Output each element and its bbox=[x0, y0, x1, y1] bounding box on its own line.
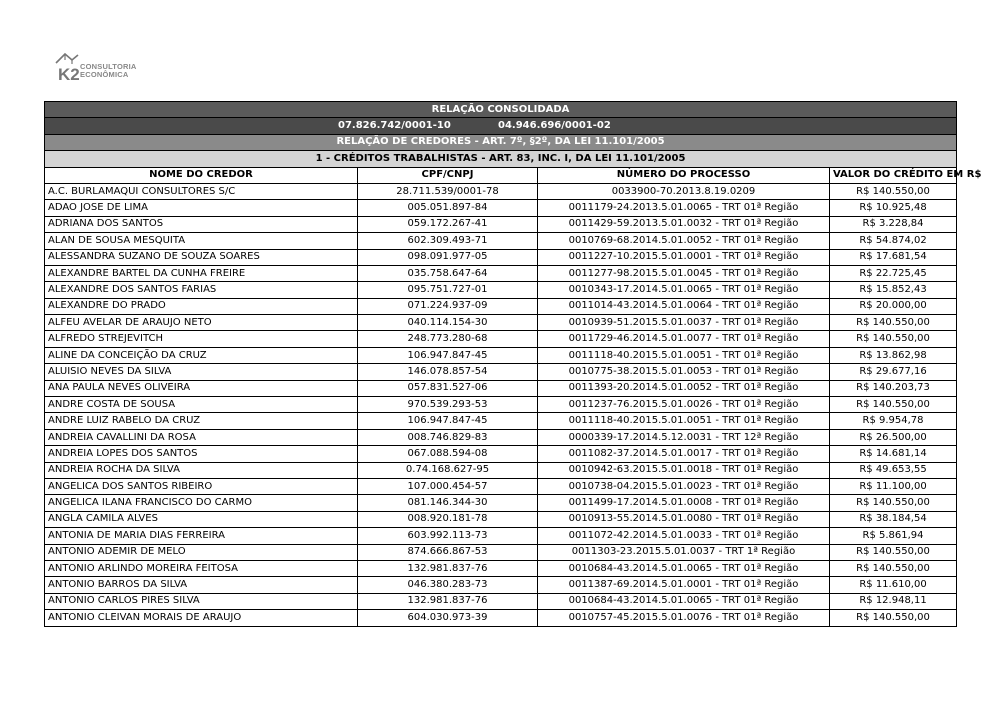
cpf-cnpj: 040.114.154-30 bbox=[358, 315, 538, 331]
cpf-cnpj: 603.992.113-73 bbox=[358, 528, 538, 544]
creditor-name: ALEXANDRE DO PRADO bbox=[45, 298, 358, 314]
process-number: 0000339-17.2014.5.12.0031 - TRT 12ª Região bbox=[538, 429, 830, 445]
credit-value: R$ 17.681,54 bbox=[830, 249, 957, 265]
creditor-name: ANDREIA CAVALLINI DA ROSA bbox=[45, 429, 358, 445]
process-number: 0033900-70.2013.8.19.0209 bbox=[538, 183, 830, 199]
process-number: 0011393-20.2014.5.01.0052 - TRT 01ª Região bbox=[538, 380, 830, 396]
process-number: 0011072-42.2014.5.01.0033 - TRT 01ª Região bbox=[538, 528, 830, 544]
creditor-name: ALEXANDRE BARTEL DA CUNHA FREIRE bbox=[45, 265, 358, 281]
table-row bbox=[45, 364, 957, 380]
table-row bbox=[45, 528, 957, 544]
creditor-name: ANGLA CAMILA ALVES bbox=[45, 511, 358, 527]
cpf-cnpj: 081.146.344-30 bbox=[358, 495, 538, 511]
cnpj-row bbox=[45, 118, 957, 134]
table-row bbox=[45, 495, 957, 511]
credit-value: R$ 54.874,02 bbox=[830, 233, 957, 249]
column-header-name: NOME DO CREDOR bbox=[45, 167, 358, 183]
cpf-cnpj: 057.831.527-06 bbox=[358, 380, 538, 396]
credit-value: R$ 15.852,43 bbox=[830, 282, 957, 298]
table-row bbox=[45, 315, 957, 331]
process-number: 0010942-63.2015.5.01.0018 - TRT 01ª Região bbox=[538, 462, 830, 478]
creditor-name: ADAO JOSE DE LIMA bbox=[45, 200, 358, 216]
cnpj-1: 07.826.742/0001-10 bbox=[338, 120, 451, 132]
credit-value: R$ 11.610,00 bbox=[830, 577, 957, 593]
creditor-name: A.C. BURLAMAQUI CONSULTORES S/C bbox=[45, 183, 358, 199]
process-number: 0010757-45.2015.5.01.0076 - TRT 01ª Região bbox=[538, 610, 830, 626]
cpf-cnpj: 035.758.647-64 bbox=[358, 265, 538, 281]
credit-value: R$ 20.000,00 bbox=[830, 298, 957, 314]
subtitle-row bbox=[45, 134, 957, 150]
cpf-cnpj: 248.773.280-68 bbox=[358, 331, 538, 347]
table-row bbox=[45, 298, 957, 314]
creditor-name: ALEXANDRE DOS SANTOS FARIAS bbox=[45, 282, 358, 298]
table-row bbox=[45, 216, 957, 232]
cpf-cnpj: 146.078.857-54 bbox=[358, 364, 538, 380]
cpf-cnpj: 132.981.837-76 bbox=[358, 560, 538, 576]
table-row bbox=[45, 511, 957, 527]
cnpj-2: 04.946.696/0001-02 bbox=[498, 120, 611, 132]
cpf-cnpj: 106.947.847-45 bbox=[358, 347, 538, 363]
table-row bbox=[45, 347, 957, 363]
creditor-name: ANTONIO ARLINDO MOREIRA FEITOSA bbox=[45, 560, 358, 576]
cpf-cnpj: 067.088.594-08 bbox=[358, 446, 538, 462]
table-row bbox=[45, 429, 957, 445]
creditor-name: ANDRE COSTA DE SOUSA bbox=[45, 397, 358, 413]
table-row bbox=[45, 560, 957, 576]
cpf-cnpj: 0.74.168.627-95 bbox=[358, 462, 538, 478]
table-row bbox=[45, 478, 957, 494]
credit-value: R$ 11.100,00 bbox=[830, 478, 957, 494]
logo-line-1: CONSULTORIA bbox=[80, 62, 137, 71]
process-number: 0011179-24.2013.5.01.0065 - TRT 01ª Região bbox=[538, 200, 830, 216]
table-row bbox=[45, 446, 957, 462]
table-row bbox=[45, 331, 957, 347]
cpf-cnpj: 874.666.867-53 bbox=[358, 544, 538, 560]
cpf-cnpj: 008.920.181-78 bbox=[358, 511, 538, 527]
table-row bbox=[45, 462, 957, 478]
table-row bbox=[45, 282, 957, 298]
cpf-cnpj: 28.711.539/0001-78 bbox=[358, 183, 538, 199]
table-subtitle: RELAÇÃO DE CREDORES - ART. 7º, §2º, DA LEI 11.101/2005 bbox=[45, 134, 957, 150]
process-number: 0010343-17.2014.5.01.0065 - TRT 01ª Região bbox=[538, 282, 830, 298]
creditor-name: ANTONIO CARLOS PIRES SILVA bbox=[45, 593, 358, 609]
credit-value: R$ 140.203,73 bbox=[830, 380, 957, 396]
creditor-name: ANTONIO ADEMIR DE MELO bbox=[45, 544, 358, 560]
cpf-cnpj: 046.380.283-73 bbox=[358, 577, 538, 593]
credit-value: R$ 5.861,94 bbox=[830, 528, 957, 544]
creditor-name: ADRIANA DOS SANTOS bbox=[45, 216, 358, 232]
logo-mark: K2 bbox=[58, 65, 80, 84]
column-header-cpf: CPF/CNPJ bbox=[358, 167, 538, 183]
cpf-cnpj: 132.981.837-76 bbox=[358, 593, 538, 609]
credit-value: R$ 49.653,55 bbox=[830, 462, 957, 478]
process-number: 0010775-38.2015.5.01.0053 - TRT 01ª Região bbox=[538, 364, 830, 380]
creditor-name: ALINE DA CONCEIÇÃO DA CRUZ bbox=[45, 347, 358, 363]
creditor-name: ANDREIA ROCHA DA SILVA bbox=[45, 462, 358, 478]
credit-category: 1 - CRÉDITOS TRABALHISTAS - ART. 83, INC. I, DA LEI 11.101/2005 bbox=[45, 151, 957, 167]
cpf-cnpj: 107.000.454-57 bbox=[358, 478, 538, 494]
process-number: 0011429-59.2013.5.01.0032 - TRT 01ª Região bbox=[538, 216, 830, 232]
process-number: 0011014-43.2014.5.01.0064 - TRT 01ª Região bbox=[538, 298, 830, 314]
process-number: 0011082-37.2014.5.01.0017 - TRT 01ª Região bbox=[538, 446, 830, 462]
table-row bbox=[45, 593, 957, 609]
credit-value: R$ 140.550,00 bbox=[830, 183, 957, 199]
creditor-name: ALESSANDRA SUZANO DE SOUZA SOARES bbox=[45, 249, 358, 265]
table-row bbox=[45, 544, 957, 560]
cpf-cnpj: 098.091.977-05 bbox=[358, 249, 538, 265]
process-number: 0010684-43.2014.5.01.0065 - TRT 01ª Região bbox=[538, 560, 830, 576]
process-number: 0010738-04.2015.5.01.0023 - TRT 01ª Região bbox=[538, 478, 830, 494]
credit-value: R$ 140.550,00 bbox=[830, 544, 957, 560]
process-number: 0010684-43.2014.5.01.0065 - TRT 01ª Região bbox=[538, 593, 830, 609]
cpf-cnpj: 071.224.937-09 bbox=[358, 298, 538, 314]
table-row bbox=[45, 183, 957, 199]
creditor-name: ANDREIA LOPES DOS SANTOS bbox=[45, 446, 358, 462]
credit-value: R$ 140.550,00 bbox=[830, 560, 957, 576]
table-row bbox=[45, 610, 957, 626]
cpf-cnpj: 005.051.897-84 bbox=[358, 200, 538, 216]
category-row bbox=[45, 151, 957, 167]
table-row bbox=[45, 200, 957, 216]
table-row bbox=[45, 413, 957, 429]
creditor-name: ALUISIO NEVES DA SILVA bbox=[45, 364, 358, 380]
process-number: 0011277-98.2015.5.01.0045 - TRT 01ª Região bbox=[538, 265, 830, 281]
table-row bbox=[45, 249, 957, 265]
process-number: 0011729-46.2014.5.01.0077 - TRT 01ª Região bbox=[538, 331, 830, 347]
creditor-name: ALAN DE SOUSA MESQUITA bbox=[45, 233, 358, 249]
cpf-cnpj: 970.539.293-53 bbox=[358, 397, 538, 413]
process-number: 0010939-51.2015.5.01.0037 - TRT 01ª Região bbox=[538, 315, 830, 331]
process-number: 0011303-23.2015.5.01.0037 - TRT 1ª Região bbox=[538, 544, 830, 560]
creditor-name: ANTONIA DE MARIA DIAS FERREIRA bbox=[45, 528, 358, 544]
credit-value: R$ 22.725,45 bbox=[830, 265, 957, 281]
cpf-cnpj: 059.172.267-41 bbox=[358, 216, 538, 232]
creditors-table bbox=[44, 101, 982, 627]
credit-value: R$ 12.948,11 bbox=[830, 593, 957, 609]
process-number: 0011237-76.2015.5.01.0026 - TRT 01ª Região bbox=[538, 397, 830, 413]
company-logo bbox=[52, 50, 162, 84]
title-row bbox=[45, 102, 957, 118]
process-number: 0011118-40.2015.5.01.0051 - TRT 01ª Região bbox=[538, 413, 830, 429]
cpf-cnpj: 008.746.829-83 bbox=[358, 429, 538, 445]
credit-value: R$ 140.550,00 bbox=[830, 495, 957, 511]
credit-value: R$ 140.550,00 bbox=[830, 331, 957, 347]
creditor-name: ANTONIO BARROS DA SILVA bbox=[45, 577, 358, 593]
creditor-name: ANGELICA ILANA FRANCISCO DO CARMO bbox=[45, 495, 358, 511]
credit-value: R$ 140.550,00 bbox=[830, 315, 957, 331]
cpf-cnpj: 106.947.847-45 bbox=[358, 413, 538, 429]
process-number: 0011499-17.2014.5.01.0008 - TRT 01ª Região bbox=[538, 495, 830, 511]
process-number: 0010769-68.2014.5.01.0052 - TRT 01ª Região bbox=[538, 233, 830, 249]
table-row bbox=[45, 397, 957, 413]
credit-value: R$ 29.677,16 bbox=[830, 364, 957, 380]
credit-value: R$ 13.862,98 bbox=[830, 347, 957, 363]
creditor-name: ANTONIO CLEIVAN MORAIS DE ARAUJO bbox=[45, 610, 358, 626]
credit-value: R$ 140.550,00 bbox=[830, 397, 957, 413]
creditor-name: ALFEU AVELAR DE ARAUJO NETO bbox=[45, 315, 358, 331]
credit-value: R$ 3.228,84 bbox=[830, 216, 957, 232]
column-header-process: NÚMERO DO PROCESSO bbox=[538, 167, 830, 183]
cpf-cnpj: 604.030.973-39 bbox=[358, 610, 538, 626]
cpf-cnpj: 095.751.727-01 bbox=[358, 282, 538, 298]
creditor-name: ALFREDO STREJEVITCH bbox=[45, 331, 358, 347]
column-header-row bbox=[45, 167, 957, 183]
creditor-name: ANDRE LUIZ RABELO DA CRUZ bbox=[45, 413, 358, 429]
table-title: RELAÇÃO CONSOLIDADA bbox=[45, 102, 957, 118]
column-header-value: VALOR DO CRÉDITO EM R$ bbox=[830, 167, 957, 183]
table-row bbox=[45, 265, 957, 281]
credit-value: R$ 10.925,48 bbox=[830, 200, 957, 216]
credit-value: R$ 9.954,78 bbox=[830, 413, 957, 429]
process-number: 0011387-69.2014.5.01.0001 - TRT 01ª Região bbox=[538, 577, 830, 593]
creditor-name: ANGELICA DOS SANTOS RIBEIRO bbox=[45, 478, 358, 494]
credit-value: R$ 38.184,54 bbox=[830, 511, 957, 527]
table-row bbox=[45, 380, 957, 396]
cpf-cnpj: 602.309.493-71 bbox=[358, 233, 538, 249]
credit-value: R$ 26.500,00 bbox=[830, 429, 957, 445]
process-number: 0011118-40.2015.5.01.0051 - TRT 01ª Região bbox=[538, 347, 830, 363]
credit-value: R$ 140.550,00 bbox=[830, 610, 957, 626]
logo-line-2: ECONÔMICA bbox=[80, 70, 129, 79]
process-number: 0010913-55.2014.5.01.0080 - TRT 01ª Região bbox=[538, 511, 830, 527]
creditor-name: ANA PAULA NEVES OLIVEIRA bbox=[45, 380, 358, 396]
table-row bbox=[45, 233, 957, 249]
table-row bbox=[45, 577, 957, 593]
process-number: 0011227-10.2015.5.01.0001 - TRT 01ª Região bbox=[538, 249, 830, 265]
credit-value: R$ 14.681,14 bbox=[830, 446, 957, 462]
